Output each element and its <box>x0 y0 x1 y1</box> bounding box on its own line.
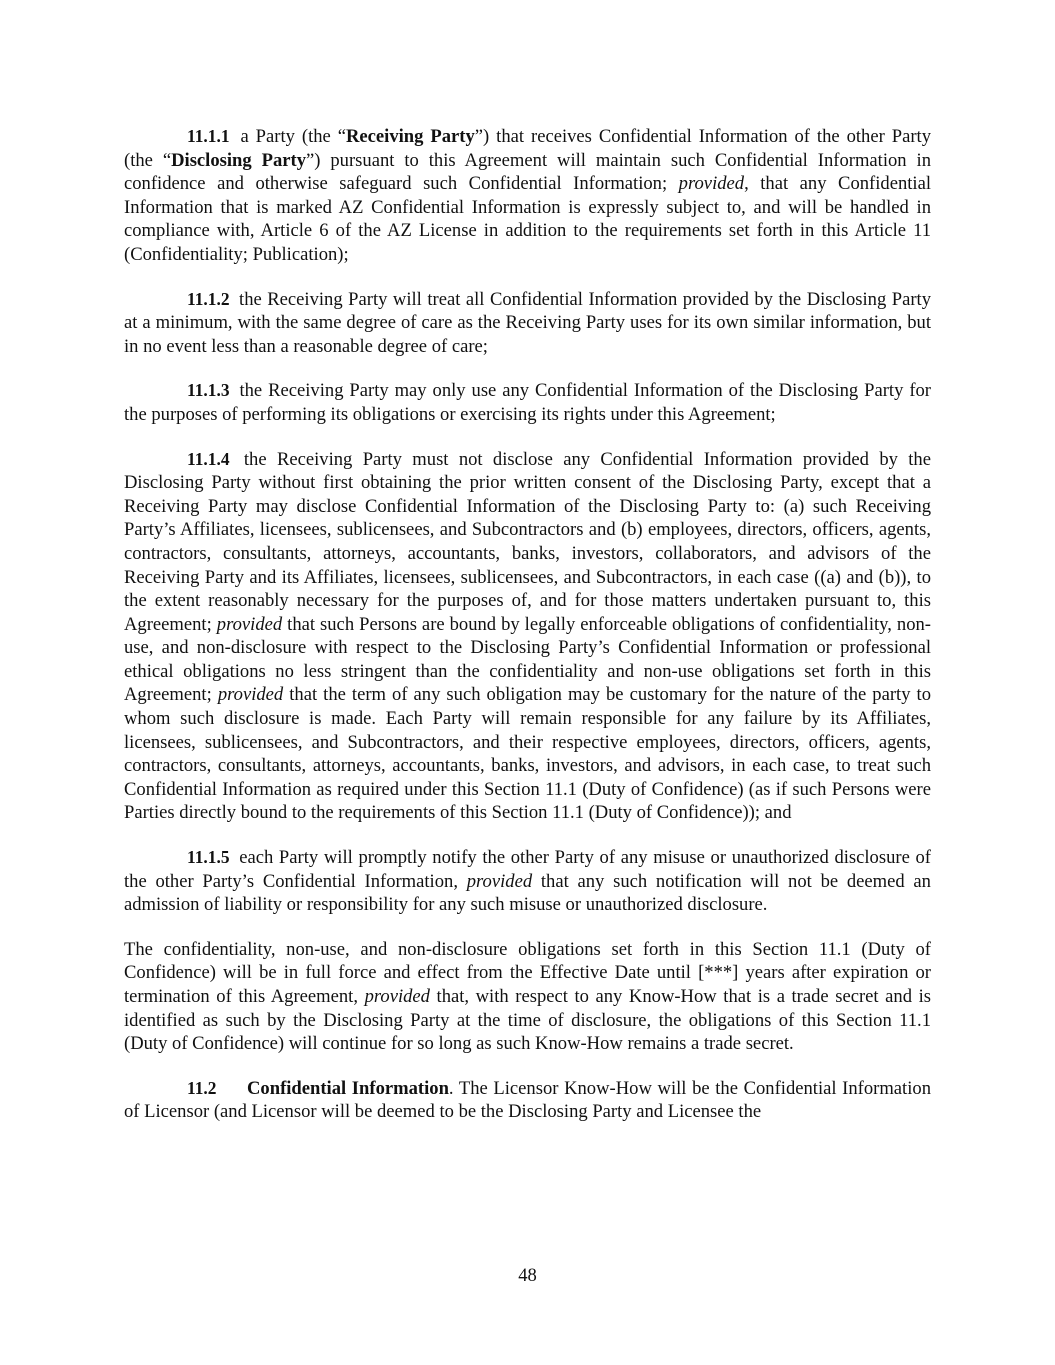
section-number: 11.1.3 <box>187 380 230 401</box>
text-run: that such Persons are bound by legally enforceable obligations of confidentiality, non-use, and non-disclosure with respect to the Disclosing Party’s Confidential Information or professional ethical obligations no less stringent than the confidentiality and non-use obligations set forth in this Agreement; <box>124 613 931 706</box>
paragraph-11-1-2 <box>124 288 931 359</box>
page-number: 48 <box>518 1265 537 1286</box>
text-run: the Receiving Party may only use any Confidential Information of the Disclosing Party for the purposes of performing its obligations or exercising its rights under this Agreement; <box>124 380 931 425</box>
paragraph-11-1-5 <box>124 846 931 917</box>
section-number: 11.1.1 <box>187 126 230 146</box>
section-heading-confidential-information: Confidential Information <box>247 1077 449 1099</box>
paragraph-duty-term <box>124 938 931 1056</box>
text-run: ”) that receives Confidential Information of the other Party (the “ <box>124 126 931 171</box>
text-run: each Party will promptly notify the other Party of any misuse or unauthorized disclosure of the other Party’s Confidential Information, <box>124 847 931 892</box>
italic-provided: provided <box>678 173 745 195</box>
paragraph-11-1-1 <box>124 125 931 267</box>
text-run: , that any Confidential Information that is marked AZ Confidential Information is expressly subject to, and will be handled in compliance with, Article 6 of the AZ License in addition to the requirements set forth in this Article 11 (Confidentiality; Publication); <box>124 173 931 265</box>
text-run: a Party (the “ <box>240 126 346 147</box>
paragraph-11-1-3 <box>124 379 931 426</box>
italic-provided: provided <box>217 684 284 706</box>
paragraph-11-1-4 <box>124 448 931 826</box>
italic-provided: provided <box>466 870 533 892</box>
text-run: that any such notification will not be deemed an admission of liability or responsibility for any such misuse or unauthorized disclosure. <box>124 870 931 916</box>
section-number: 11.1.2 <box>187 288 230 309</box>
text-run: that, with respect to any Know-How that is a trade secret and is identified as such by the Disclosing Party at the time of disclosure, the obligations of this Section 11.1 (Duty of Confidence) will continue for so long as such Know-How remains a trade secret. <box>124 986 931 1055</box>
text-run: that the term of any such obligation may be customary for the nature of the party to whom such disclosure is made. Each Party will remain responsible for any failure by its Affiliates, licensees, sublicensees, and Subcontractors, and their respective employees, directors, officers, agents, contractors, consultants, attorneys, accountants, banks, investors, and advisors, in each case, to treat such Confidential Information as required under this Section 11.1 (Duty of Confidence) (as if such Persons were Parties directly bound to the requirements of this Section 11.1 (Duty of Confidence)); and <box>124 684 931 824</box>
defined-term-receiving-party: Receiving Party <box>345 126 475 147</box>
section-number: 11.1.5 <box>187 847 230 868</box>
text-run: The confidentiality, non-use, and non-disclosure obligations set forth in this Section 11.1 (Duty of Confidence) will be in full force and effect from the Effective Date until [***] years after expiration or termination of this Agreement, <box>124 938 931 1007</box>
text-run: the Receiving Party must not disclose any Confidential Information provided by the Disclosing Party without first obtaining the prior written consent of the Disclosing Party, except that a Receiving Party may disclose Confidential Information of the Disclosing Party to: (a) such Receiving Party’s Affiliates, licensees, sublicensees, and Subcontractors and (b) employees, directors, officers, agents, contractors, consultants, attorneys, accountants, banks, investors, collaborators, and advisors of the Receiving Party and its Affiliates, licensees, sublicensees, and Subcontractors, in each case ((a) and (b)), to the extent reasonably necessary for the purposes of, and for those matters undertaken pursuant to, this Agreement; <box>124 448 931 635</box>
defined-term-disclosing-party: Disclosing Party <box>171 149 307 171</box>
section-number: 11.2 <box>187 1077 217 1098</box>
italic-provided: provided <box>216 613 283 635</box>
italic-provided: provided <box>364 986 430 1007</box>
text-run: ”) pursuant to this Agreement will maintain such Confidential Information in confidence and otherwise safeguard such Confidential Information; <box>124 149 931 195</box>
text-run: the Receiving Party will treat all Confidential Information provided by the Disclosing Party at a minimum, with the same degree of care as the Receiving Party uses for its own similar information, but in no event less than a reasonable degree of care; <box>124 288 931 357</box>
paragraph-11-2 <box>124 1077 931 1124</box>
section-number: 11.1.4 <box>187 448 230 469</box>
text-run: . The Licensor Know-How will be the Confidential Information of Licensor (and Licensor will be deemed to be the Disclosing Party and Licensee the <box>124 1077 931 1123</box>
body-text <box>124 125 931 1145</box>
